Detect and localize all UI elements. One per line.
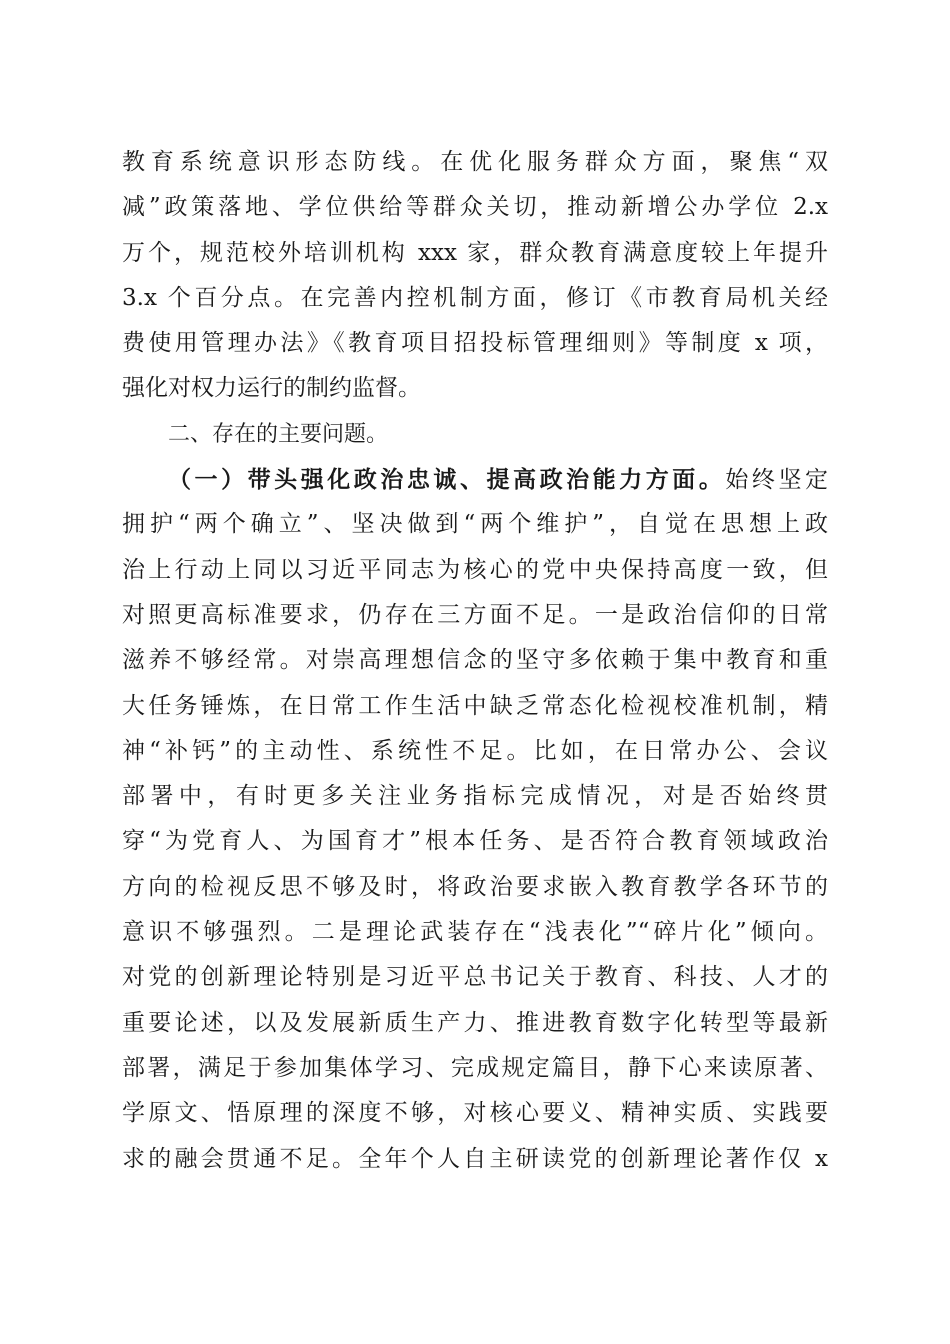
text-line: 万个，规范校外培训机构 xxx 家，群众教育满意度较上年提升 (122, 239, 828, 266)
text-line: 部署，满足于参加集体学习、完成规定篇目，静下心来读原著、 (122, 1054, 828, 1081)
text-line: 意识不够强烈。二是理论武装存在“浅表化”“碎片化”倾向。 (122, 919, 828, 946)
text-line: 减”政策落地、学位供给等群众关切，推动新增公办学位 2.x (122, 194, 828, 221)
text-line: 方向的检视反思不够及时，将政治要求嵌入教育教学各环节的 (122, 873, 828, 900)
text-line: 求的融会贯通不足。全年个人自主研读党的创新理论著作仅 x (122, 1145, 828, 1172)
text-line: 大任务锤炼，在日常工作生活中缺乏常态化检视校准机制，精 (122, 692, 828, 719)
subsection-line (122, 457, 828, 502)
text-line: 滋养不够经常。对崇高理想信念的坚守多依赖于集中教育和重 (122, 647, 828, 674)
text-line: 3.x 个百分点。在完善内控机制方面，修订《市教育局机关经 (122, 284, 828, 311)
document-body (122, 140, 828, 1182)
text-line: 强化对权力运行的制约监督。 (122, 375, 421, 402)
text-line: 教育系统意识形态防线。在优化服务群众方面，聚焦“双 (122, 149, 828, 175)
text-line: 神“补钙”的主动性、系统性不足。比如，在日常办公、会议 (122, 737, 828, 764)
text-line: 对党的创新理论特别是习近平总书记关于教育、科技、人才的 (122, 964, 828, 991)
text-line: 费使用管理办法》《教育项目招投标管理细则》等制度 x 项， (122, 330, 828, 357)
text-line: 部署中，有时更多关注业务指标完成情况，对是否始终贯 (122, 783, 828, 810)
subsection-lead: 始终坚定 (725, 467, 829, 494)
subsection-heading: （一）带头强化政治忠诚、提高政治能力方面。 (168, 466, 726, 494)
text-line: 学原文、悟原理的深度不够，对核心要义、精神实质、实践要 (122, 1100, 828, 1127)
text-line: 治上行动上同以习近平同志为核心的党中央保持高度一致，但 (122, 556, 828, 583)
text-line: 拥护“两个确立”、坚决做到“两个维护”，自觉在思想上政 (122, 511, 828, 538)
text-line: 重要论述，以及发展新质生产力、推进教育数字化转型等最新 (122, 1009, 828, 1036)
text-line: 对照更高标准要求，仍存在三方面不足。一是政治信仰的日常 (122, 601, 828, 628)
text-line: 穿“为党育人、为国育才”根本任务、是否符合教育领域政治 (122, 828, 828, 855)
section-heading: 二、存在的主要问题。 (168, 421, 389, 447)
